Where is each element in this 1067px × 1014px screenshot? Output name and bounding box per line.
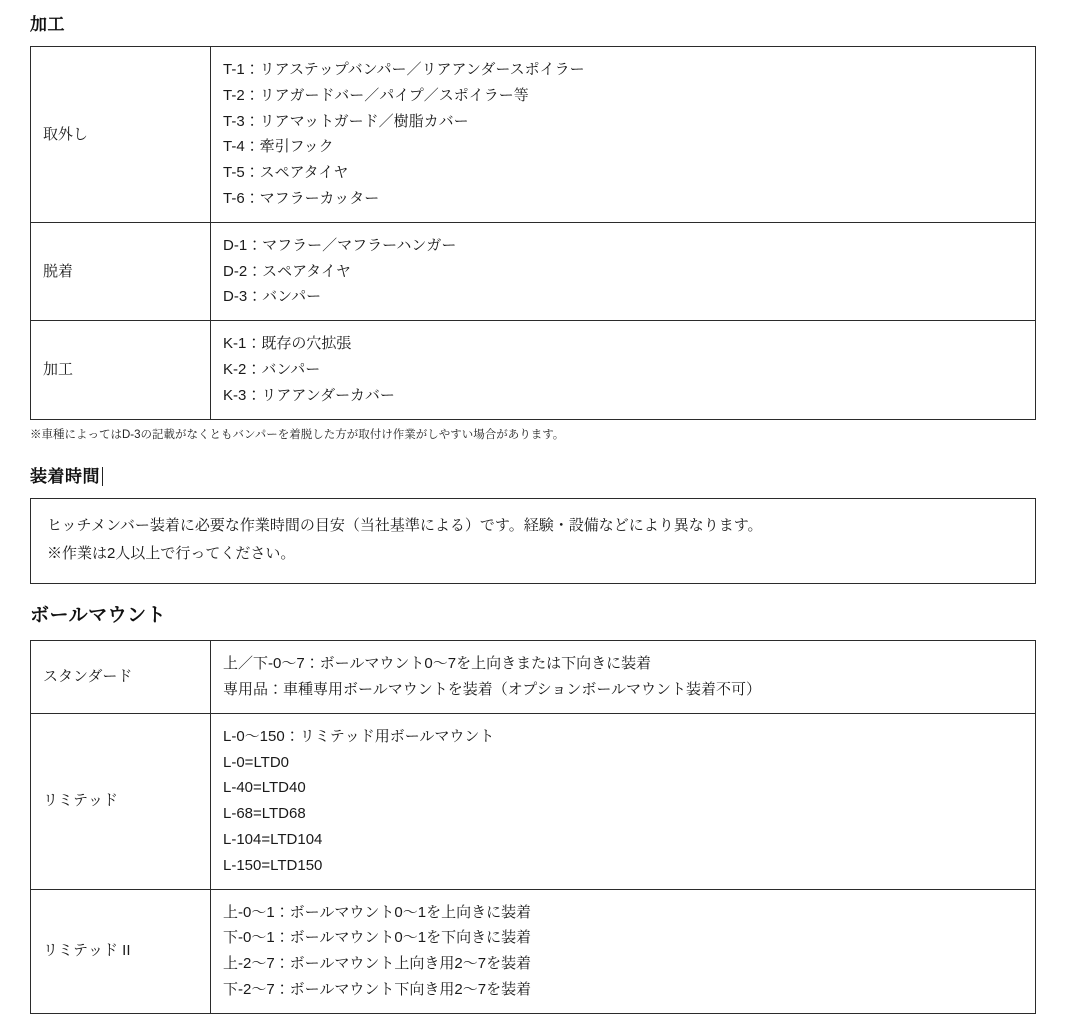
- table-row: [31, 222, 1036, 320]
- ball-mount-section-title: ボールマウント: [30, 604, 167, 626]
- cell-line: L-150=LTD150: [223, 856, 323, 874]
- cell-line: 専用品：車種専用ボールマウントを装着（オプションボールマウント装着不可）: [223, 680, 762, 698]
- row-label: 取外し: [31, 47, 211, 223]
- table-row: [31, 321, 1036, 419]
- row-label: 加工: [31, 321, 211, 419]
- cell-line: D-1：マフラー／マフラーハンガー: [223, 236, 457, 254]
- cell-line: T-6：マフラーカッター: [223, 190, 380, 208]
- cell-line: L-68=LTD68: [223, 805, 306, 823]
- processing-note: ※車種によってはD-3の記載がなくともバンパーを着脱した方が取付け作業がしやすい場合があります。: [30, 428, 565, 441]
- cell-line: T-2：リアガードバー／パイプ／スポイラー等: [223, 86, 529, 104]
- cell-line: 上-2〜7：ボールマウント上向き用2〜7を装着: [223, 955, 532, 973]
- ball-mount-table: [30, 640, 1036, 1014]
- table-row: [31, 641, 1036, 714]
- cell-line: L-104=LTD104: [223, 830, 323, 848]
- row-body: [31, 499, 1036, 584]
- cell-line: ※作業は2人以上で行ってください。: [47, 544, 296, 562]
- row-body: [211, 641, 1036, 714]
- cell-line: T-5：スペアタイヤ: [223, 164, 349, 182]
- row-body: [211, 889, 1036, 1013]
- table-row: [31, 889, 1036, 1013]
- install-time-table: [30, 498, 1036, 584]
- row-label: 脱着: [31, 222, 211, 320]
- row-body: [211, 713, 1036, 889]
- cell-line: ヒッチメンバー装着に必要な作業時間の目安（当社基準による）です。経験・設備などにより異なります。: [47, 517, 763, 534]
- install-time-section-title: 装着時間: [30, 466, 100, 488]
- cell-line: K-2：バンパー: [223, 361, 321, 379]
- row-body: [211, 47, 1036, 223]
- cell-line: T-1：リアステップバンパー／リアアンダースポイラー: [223, 61, 585, 79]
- row-body: [211, 321, 1036, 419]
- cell-line: 上-0〜1：ボールマウント0〜1を上向きに装着: [223, 903, 532, 921]
- row-body: [211, 222, 1036, 320]
- cell-line: T-3：リアマットガード／樹脂カバー: [223, 112, 469, 130]
- processing-table: [30, 46, 1036, 420]
- row-label: リミテッド: [31, 713, 211, 889]
- cell-line: K-3：リアアンダーカバー: [223, 386, 395, 404]
- spacer: [30, 444, 1037, 466]
- cell-line: 下-0〜1：ボールマウント0〜1を下向きに装着: [223, 929, 532, 947]
- table-row: [31, 47, 1036, 223]
- row-label: リミテッド II: [31, 889, 211, 1013]
- cell-line: T-4：牽引フック: [223, 138, 334, 156]
- cell-line: L-0〜150：リミテッド用ボールマウント: [223, 727, 495, 745]
- cell-line: D-3：バンパー: [223, 288, 322, 306]
- spacer: [30, 584, 1037, 604]
- row-label: スタンダード: [31, 641, 211, 714]
- cell-line: 下-2〜7：ボールマウント下向き用2〜7を装着: [223, 980, 532, 998]
- cell-line: 上／下-0〜7：ボールマウント0〜7を上向きまたは下向きに装着: [223, 655, 652, 673]
- cell-line: D-2：スペアタイヤ: [223, 262, 351, 280]
- table-row: [31, 499, 1036, 584]
- processing-section-title: 加工: [30, 15, 65, 34]
- table-row: [31, 713, 1036, 889]
- cell-line: L-0=LTD0: [223, 753, 290, 771]
- cell-line: K-1：既存の穴拡張: [223, 335, 352, 353]
- cell-line: L-40=LTD40: [223, 779, 306, 797]
